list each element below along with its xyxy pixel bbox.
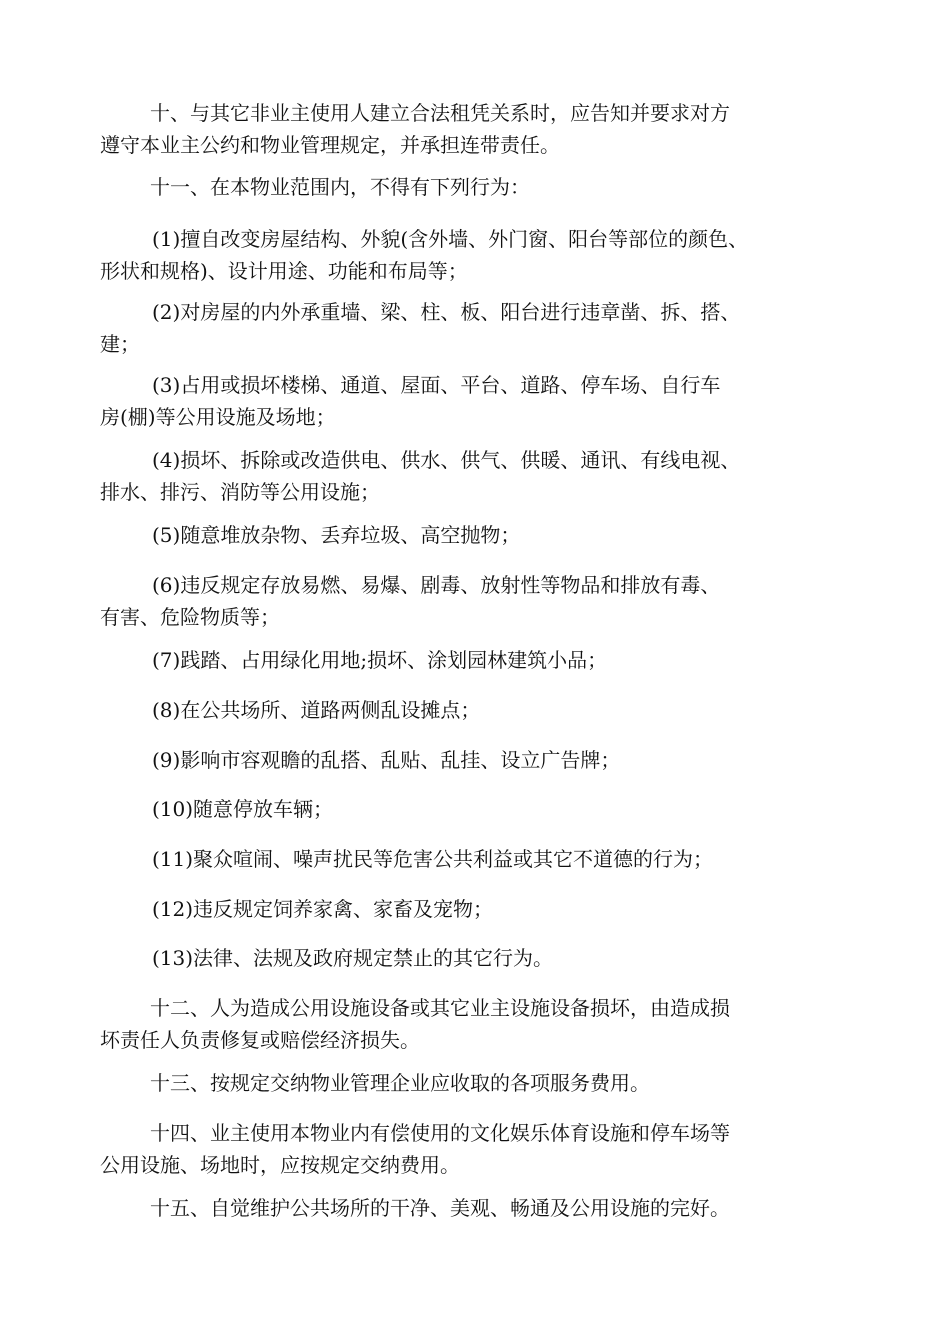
text-line: 十、与其它非业主使用人建立合法租凭关系时，应告知并要求对方 — [150, 101, 730, 125]
text-line: 十一、在本物业范围内，不得有下列行为： — [150, 175, 530, 199]
clause-12 — [100, 992, 870, 1056]
clause-15 — [100, 1192, 870, 1224]
text-line: (4)损坏、拆除或改造供电、供水、供气、供暖、通讯、有线电视、 — [152, 448, 741, 472]
text-line: (10)随意停放车辆； — [152, 797, 334, 821]
clause-13 — [100, 1067, 870, 1099]
text-line: 房(棚)等公用设施及场地； — [100, 405, 336, 429]
text-line: 十四、业主使用本物业内有偿使用的文化娱乐体育设施和停车场等 — [150, 1121, 730, 1145]
text-line: (1)擅自改变房屋结构、外貌(含外墙、外门窗、阳台等部位的颜色、 — [152, 227, 749, 251]
text-line: (12)违反规定饲养家禽、家畜及宠物； — [152, 897, 494, 921]
list-item-6 — [100, 569, 870, 633]
text-line: (5)随意堆放杂物、丢弃垃圾、高空抛物； — [152, 523, 521, 547]
text-line: (9)影响市容观瞻的乱搭、乱贴、乱挂、设立广告牌； — [152, 748, 621, 772]
text-line: 公用设施、场地时，应按规定交纳费用。 — [100, 1153, 460, 1177]
clause-10 — [100, 97, 870, 161]
list-item-9 — [100, 744, 870, 776]
text-line: (6)违反规定存放易燃、易爆、剧毒、放射性等物品和排放有毒、 — [152, 573, 721, 597]
text-line: 十五、自觉维护公共场所的干净、美观、畅通及公用设施的完好。 — [150, 1196, 730, 1220]
text-line: (8)在公共场所、道路两侧乱设摊点； — [152, 698, 481, 722]
text-line: 遵守本业主公约和物业管理规定，并承担连带责任。 — [100, 133, 560, 157]
text-line: 排水、排污、消防等公用设施； — [100, 480, 380, 504]
clause-11 — [100, 171, 870, 203]
list-item-11 — [100, 843, 870, 875]
list-item-3 — [100, 369, 870, 433]
text-line: (13)法律、法规及政府规定禁止的其它行为。 — [152, 946, 554, 970]
list-item-7 — [100, 644, 870, 676]
list-item-2 — [100, 296, 870, 360]
list-item-1 — [100, 223, 870, 287]
list-item-12 — [100, 893, 870, 925]
text-line: 十二、人为造成公用设施设备或其它业主设施设备损坏，由造成损 — [150, 996, 730, 1020]
list-item-5 — [100, 519, 870, 551]
clause-14 — [100, 1117, 870, 1181]
list-item-13 — [100, 942, 870, 974]
text-line: (7)践踏、占用绿化用地;损坏、涂划园林建筑小品； — [152, 648, 608, 672]
list-item-4 — [100, 444, 870, 508]
text-line: 有害、危险物质等； — [100, 605, 280, 629]
text-line: (3)占用或损坏楼梯、通道、屋面、平台、道路、停车场、自行车 — [152, 373, 721, 397]
list-item-8 — [100, 694, 870, 726]
text-line: 坏责任人负责修复或赔偿经济损失。 — [100, 1028, 420, 1052]
text-line: 建； — [100, 332, 140, 356]
text-line: (2)对房屋的内外承重墙、梁、柱、板、阳台进行违章凿、拆、搭、 — [152, 300, 741, 324]
text-line: (11)聚众喧闹、噪声扰民等危害公共利益或其它不道德的行为； — [152, 847, 714, 871]
list-item-10 — [100, 793, 870, 825]
text-line: 十三、按规定交纳物业管理企业应收取的各项服务费用。 — [150, 1071, 650, 1095]
text-line: 形状和规格)、设计用途、功能和布局等； — [100, 259, 468, 283]
